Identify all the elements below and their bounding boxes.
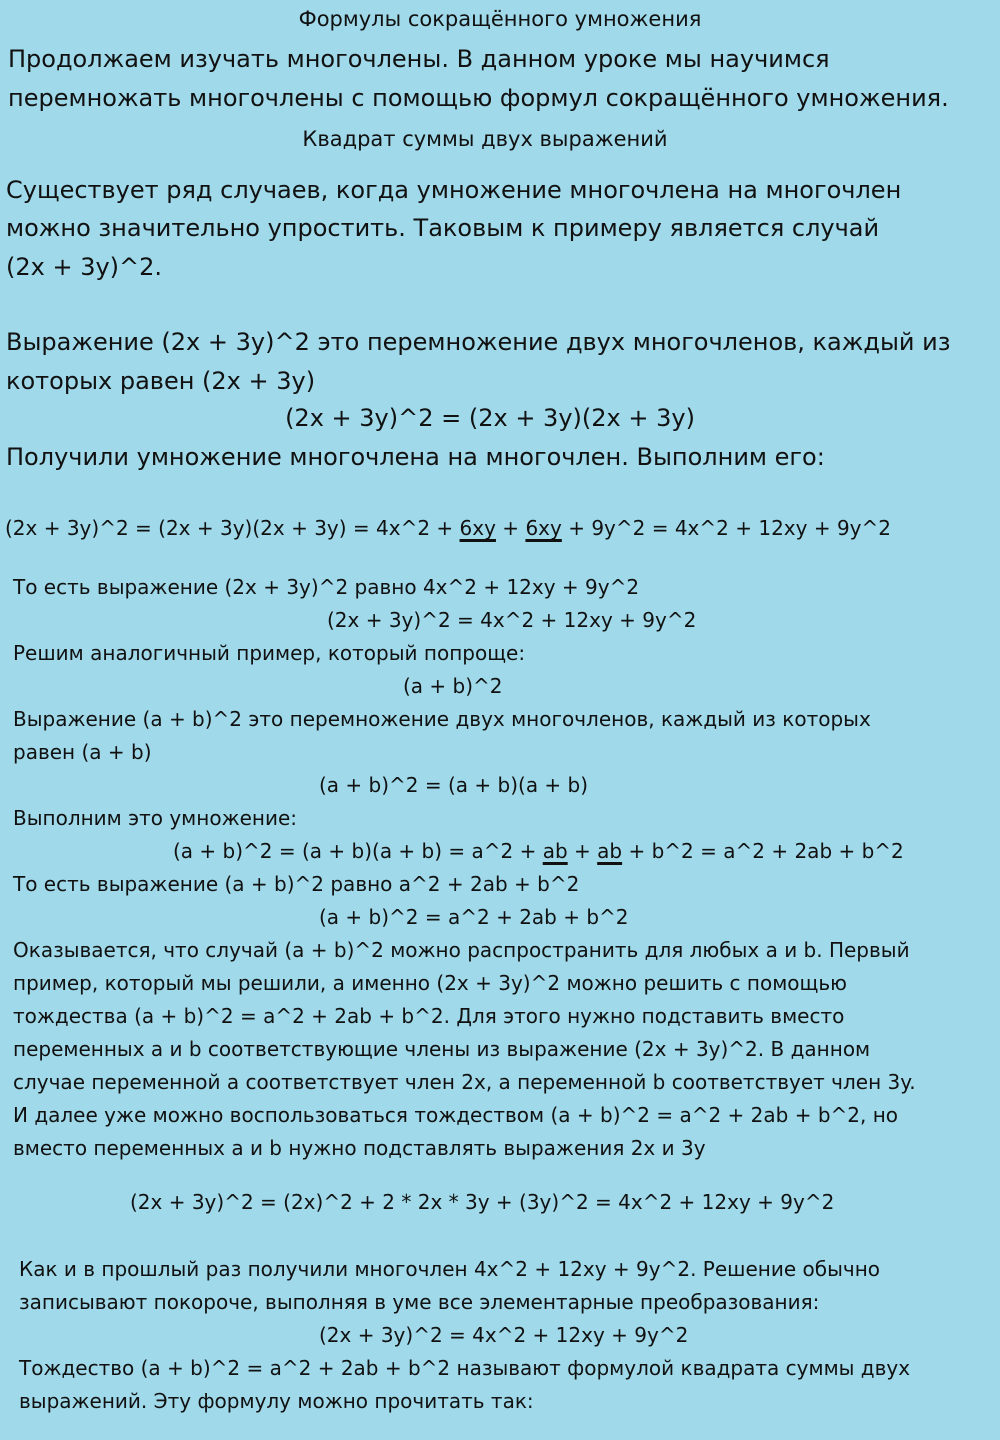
calc-1-prefix: (2x + 3y)^2 = (2x + 3y)(2x + 3y) = 4x^2 + xyxy=(5,516,460,540)
para5-line-7: вместо переменных a и b нужно подставлять выражения 2x и 3y xyxy=(13,1136,706,1160)
para6-line-2: записывают покороче, выполняя в уме все элементарные преобразования: xyxy=(19,1290,820,1314)
calc-2-mid: + xyxy=(567,839,598,863)
is-line-1: То есть выражение (2x + 3y)^2 равно 4x^2 + 12xy + 9y^2 xyxy=(13,575,640,599)
simpler-example-line: Решим аналогичный пример, который попроще: xyxy=(13,641,526,665)
para2-line-2: которых равен (2x + 3y) xyxy=(6,367,316,395)
para1-line-2: можно значительно упростить. Таковым к примеру является случай xyxy=(6,214,880,242)
para5-line-5: случае переменной a соответствует член 2x, а переменной b соответствует член 3y. xyxy=(13,1070,916,1094)
para3: Получили умножение многочлена на многочлен. Выполним его: xyxy=(6,443,825,471)
calc-2-prefix: (a + b)^2 = (a + b)(a + b) = a^2 + xyxy=(173,839,543,863)
formula-7: (2x + 3y)^2 = 4x^2 + 12xy + 9y^2 xyxy=(319,1323,689,1347)
perform-line: Выполним это умножение: xyxy=(13,806,298,830)
para5-line-2: пример, который мы решили, а именно (2x + 3y)^2 можно решить с помощью xyxy=(13,971,847,995)
formula-4: (a + b)^2 = (a + b)(a + b) xyxy=(319,773,589,797)
para4-line-1: Выражение (a + b)^2 это перемножение двух многочленов, каждый из которых xyxy=(13,707,871,731)
intro-line-2: перемножать многочлены с помощью формул сокращённого умножения. xyxy=(8,84,949,112)
para5-line-6: И далее уже можно воспользоваться тождеством (a + b)^2 = a^2 + 2ab + b^2, но xyxy=(13,1103,899,1127)
formula-2: (2x + 3y)^2 = 4x^2 + 12xy + 9y^2 xyxy=(327,608,697,632)
para1-line-1: Существует ряд случаев, когда умножение многочлена на многочлен xyxy=(6,176,902,204)
para5-line-4: переменных a и b соответствующие члены из выражение (2x + 3y)^2. В данном xyxy=(13,1037,871,1061)
formula-3: (a + b)^2 xyxy=(403,674,503,698)
para2-line-1: Выражение (2x + 3y)^2 это перемножение двух многочленов, каждый из xyxy=(6,328,951,356)
is-line-2: То есть выражение (a + b)^2 равно a^2 + 2ab + b^2 xyxy=(13,872,580,896)
para7-line-1: Тождество (a + b)^2 = a^2 + 2ab + b^2 называют формулой квадрата суммы двух xyxy=(19,1356,911,1380)
para5-line-1: Оказывается, что случай (a + b)^2 можно распространить для любых a и b. Первый xyxy=(13,938,910,962)
page-title: Формулы сокращённого умножения xyxy=(298,7,702,31)
section-title: Квадрат суммы двух выражений xyxy=(302,127,668,151)
intro-line-1: Продолжаем изучать многочлены. В данном уроке мы научимся xyxy=(8,45,830,73)
formula-5: (a + b)^2 = a^2 + 2ab + b^2 xyxy=(319,905,629,929)
calc-1-underlined-term-2: 6xy xyxy=(525,516,562,540)
para5-line-3: тождества (a + b)^2 = a^2 + 2ab + b^2. Для этого нужно подставить вместо xyxy=(13,1004,845,1028)
calc-1-mid: + xyxy=(495,516,526,540)
calc-1-underlined-term-1: 6xy xyxy=(459,516,496,540)
calc-line-1 xyxy=(5,518,891,538)
calc-2-underlined-term-1: ab xyxy=(542,839,568,863)
formula-6: (2x + 3y)^2 = (2x)^2 + 2 * 2x * 3y + (3y)^2 = 4x^2 + 12xy + 9y^2 xyxy=(130,1190,835,1214)
calc-2-underlined-term-2: ab xyxy=(597,839,623,863)
para1-line-3: (2x + 3y)^2. xyxy=(6,253,163,281)
calc-1-suffix: + 9y^2 = 4x^2 + 12xy + 9y^2 xyxy=(561,516,891,540)
calc-2-suffix: + b^2 = a^2 + 2ab + b^2 xyxy=(622,839,904,863)
para7-line-2: выражений. Эту формулу можно прочитать так: xyxy=(19,1389,534,1413)
formula-1: (2x + 3y)^2 = (2x + 3y)(2x + 3y) xyxy=(285,404,695,432)
para6-line-1: Как и в прошлый раз получили многочлен 4x^2 + 12xy + 9y^2. Решение обычно xyxy=(19,1257,881,1281)
calc-line-2 xyxy=(173,841,904,861)
para4-line-2: равен (a + b) xyxy=(13,740,152,764)
